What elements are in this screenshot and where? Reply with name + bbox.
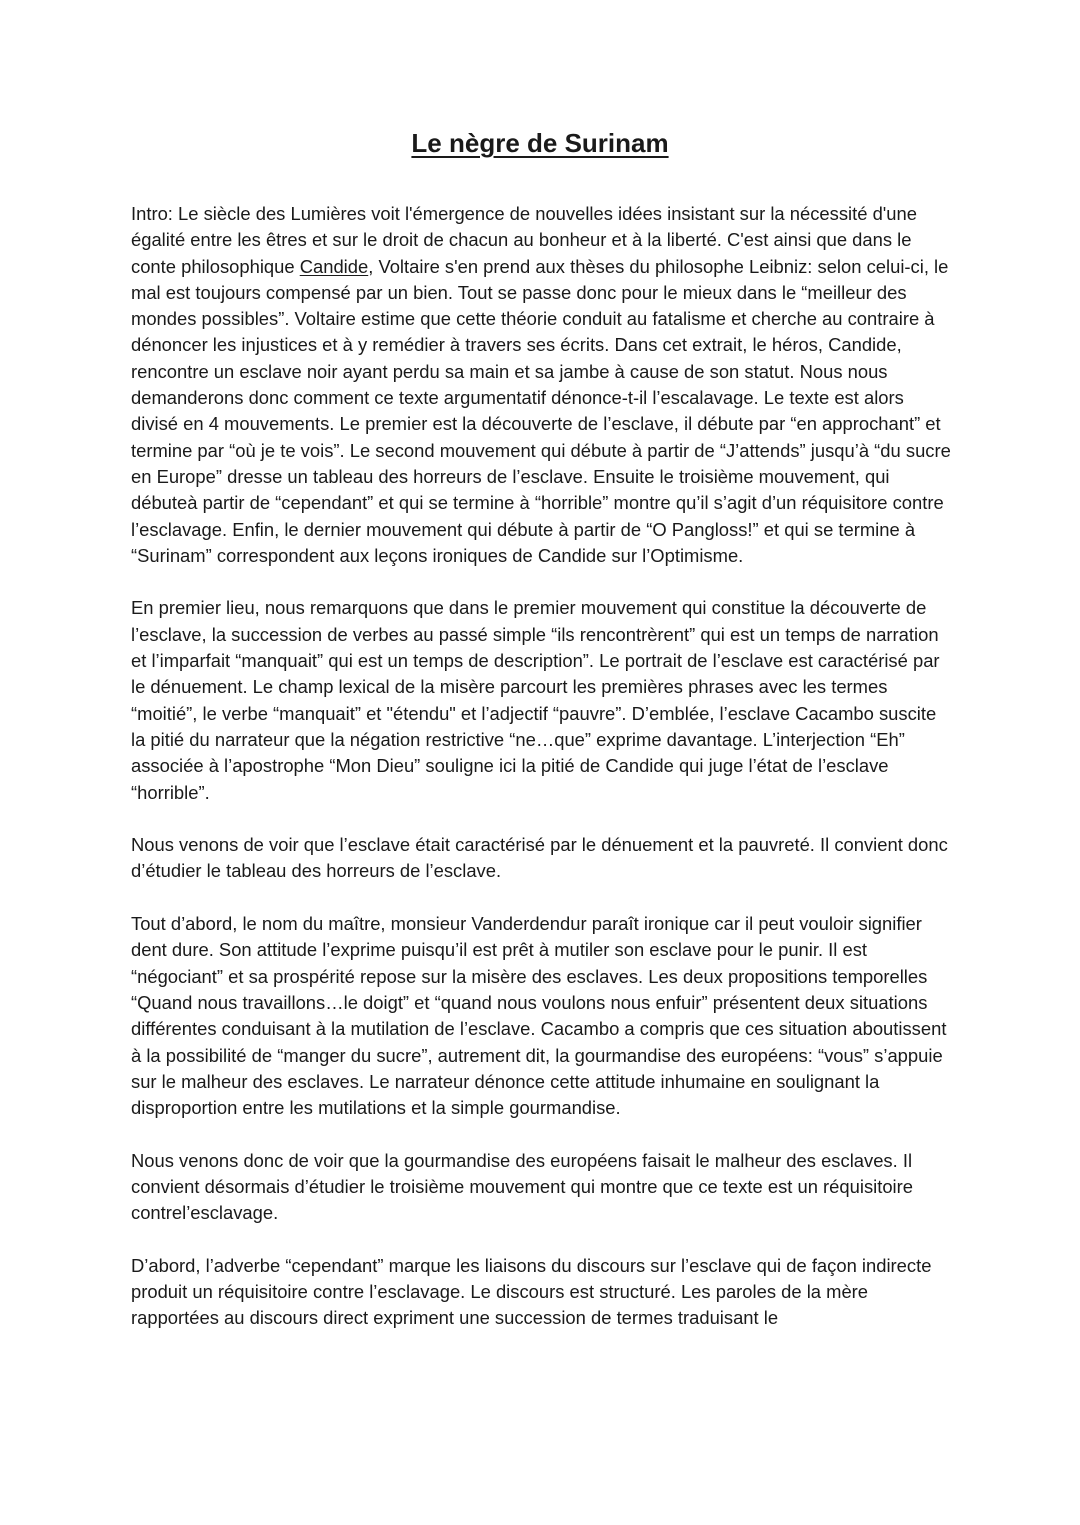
paragraph-third-movement: D’abord, l’adverbe “cependant” marque les liaisons du discours sur l’esclave qui de façon indirecte produit un réquisitoire contre l’esclavage. Le discours est structuré. Les paroles de la mère rapportées au discours direct expriment une succession de termes traduisant le [131,1254,932,1329]
paragraph-transition-1: Nous venons de voir que l’esclave était caractérisé par le dénuement et la pauvreté. Il convient donc d’étudier le tableau des horreurs de l’esclave. [131,834,948,882]
intro-paragraph [131,201,951,569]
intro-text-end: , Voltaire s'en prend aux thèses du philosophe Leibniz: selon celui-ci, le mal est toujours compensé par un bien. Tout se passe donc pour le mieux dans le “meilleur des mondes possibles”. Voltaire estime que cette théorie conduit au fatalisme et cherche au contraire à dénoncer les injustices et à y remédier à travers ses écrits. Dans cet extrait, le héros, Candide, rencontre un esclave noir ayant perdu sa main et sa jambe à cause de son statut. Nous nous demanderons donc comment ce texte argumentatif dénonce-t-il l’escalavage. Le texte est alors divisé en 4 mouvements. Le premier est la découverte de l’esclave, il débute par “en approchant” et termine par “où je te vois”. Le second mouvement qui débute à partir de “J’attends” jusqu’à “du sucre en Europe” dresse un tableau des horreurs de l’esclave. Ensuite le troisième mouvement, qui débuteà partir de “cependant” et qui se termine à “horrible” montre qu’il s’agit d’un réquisitore contre l’esclavage. Enfin, le dernier mouvement qui débute à partir de “O Pangloss!” et qui se termine à “Surinam” correspondent aux leçons ironiques de Candide sur l’Optimisme. [131,255,951,566]
candide-title-underlined: Candide [299,255,369,277]
page-title: Le nègre de Surinam [411,128,669,158]
intro-text-start: Intro: Le siècle des Lumières voit l'émergence de nouvelles idées insistant sur la nécessité d'une égalité entre les êtres et sur le droit de chacun au bonheur et à la liberté. C'est ainsi que dans le conte philosophique [131,203,917,277]
paragraph-transition-2: Nous venons donc de voir que la gourmandise des européens faisait le malheur des esclaves. Il convient désormais d’étudier le troisième mouvement qui montre que ce texte est un réquisitoire contrel’esclavage. [131,1149,913,1224]
paragraph-first-movement: En premier lieu, nous remarquons que dans le premier mouvement qui constitue la découverte de l’esclave, la succession de verbes au passé simple “ils rencontrèrent” qui est un temps de narration et l’imparfait “manquait” qui est un temps de description”. Le portrait de l’esclave est caractérisé par le dénuement. Le champ lexical de la misère parcourt les premières phrases avec les termes “moitié”, le verbe “manquait” et "étendu" et l’adjectif “pauvre”. D’emblée, l’esclave Cacambo suscite la pitié du narrateur que la négation restrictive “ne…que” exprime davantage. L’interjection “Eh” associée à l’apostrophe “Mon Dieu” souligne ici la pitié de Candide qui juge l’état de l’esclave “horrible”. [131,597,940,803]
paragraph-second-movement: Tout d’abord, le nom du maître, monsieur Vanderdendur paraît ironique car il peut vouloir signifier dent dure. Son attitude l’exprime puisqu’il est prêt à mutiler son esclave pour le punir. Il est “négociant” et sa prospérité repose sur la misère des esclaves. Les deux propositions temporelles “Quand nous travaillons…le doigt” et “quand nous voulons nous enfuir” présentent deux situations différentes conduisant à la mutilation de l’esclave. Cacambo a compris que ces situation aboutissent à la possibilité de “manger du sucre”, autrement dit, la gourmandise des européens: “vous” s’appuie sur le malheur des esclaves. Le narrateur dénonce cette attitude inhumaine en soulignant la disproportion entre les mutilations et la simple gourmandise. [131,913,947,1119]
document-body [131,201,951,1358]
